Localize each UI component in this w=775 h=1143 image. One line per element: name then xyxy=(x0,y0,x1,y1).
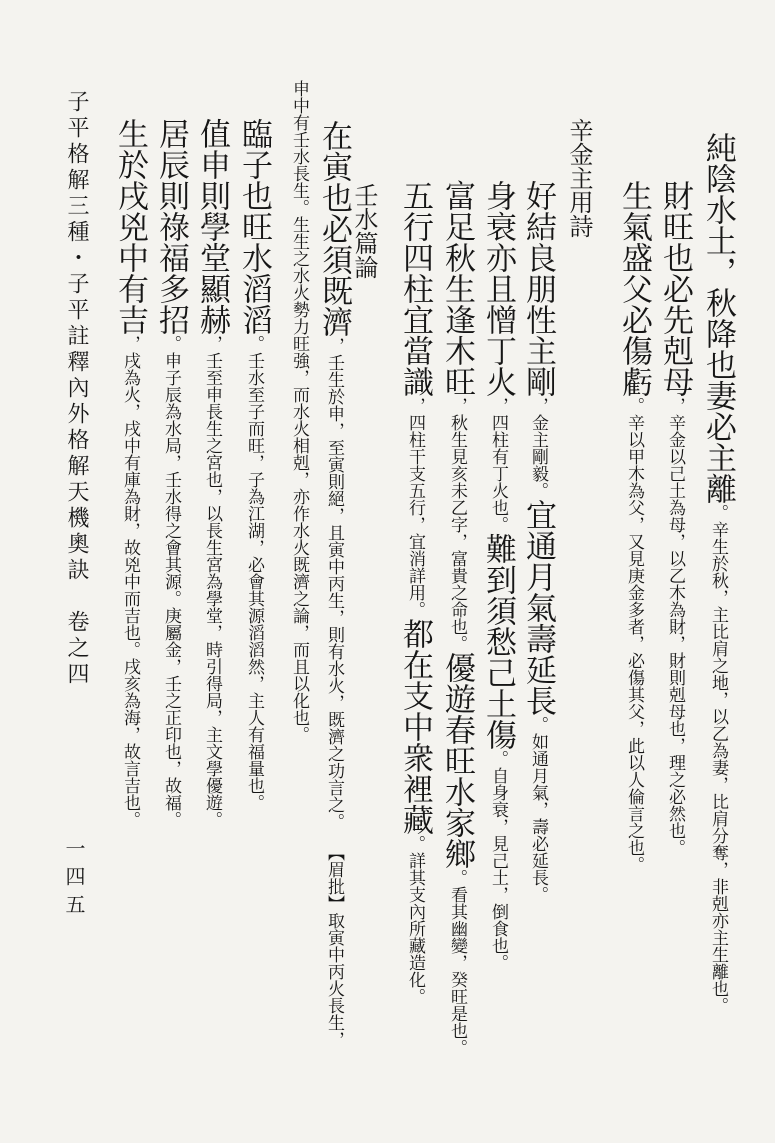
text-column xyxy=(520,180,556,903)
commentary-text: ，壬生於申，至寅則絕，且寅中丙生，則有水火，既濟之功言之。 xyxy=(324,337,344,830)
section-heading xyxy=(567,118,591,238)
main-text: 都在支中衆裡藏 xyxy=(397,618,433,835)
main-text: 居辰則祿福多招 xyxy=(153,118,189,335)
commentary-text: 。申子辰為水局，壬水得之會其源。庚屬金，壬之正印也，故福。 xyxy=(161,335,181,828)
main-text: 財旺也必先剋母 xyxy=(657,180,693,397)
text-column xyxy=(700,132,736,1014)
page-number: 一四五 xyxy=(62,838,86,922)
text-column xyxy=(657,180,693,856)
text-column xyxy=(616,180,652,873)
commentary-text: ，辛金以己土為母，以乙木為財，財則剋母也，理之必然也。 xyxy=(665,397,685,856)
main-text: 在寅也必須既濟 xyxy=(316,120,352,337)
main-text: 身衰亦且憎丁火 xyxy=(480,180,516,397)
text-column xyxy=(194,118,230,828)
commentary-text: 。辛生於秋，主比肩之地，以乙為妻，比肩分奪，非剋亦主生離也。 xyxy=(708,504,728,1014)
main-text: 生氣盛父必傷虧 xyxy=(616,180,652,397)
text-column xyxy=(236,118,272,811)
text-column xyxy=(153,118,189,828)
main-text: 臨子也旺水滔滔 xyxy=(236,118,272,335)
main-text: 純陰水土，秋降也妻必主離 xyxy=(700,132,736,504)
commentary-text: ，秋生見亥未乙字，富貴之命也。 xyxy=(447,397,467,652)
commentary-text: ，金主剛毅。 xyxy=(528,397,548,499)
text-column xyxy=(439,180,475,1056)
section-heading xyxy=(352,183,376,279)
main-text: 難到須愁己土傷 xyxy=(480,533,516,750)
text-column xyxy=(397,180,433,1005)
text-column xyxy=(316,120,352,1048)
commentary-text: ，戌為火，戌中有庫為財，故兇中而吉也。戌亥為海，故言吉也。 xyxy=(120,335,140,828)
commentary-text: 。看其幽變，癸旺是也。 xyxy=(447,869,467,1056)
commentary-text: ，四柱有丁火也。 xyxy=(488,397,508,533)
main-text: 宜通月氣壽延長 xyxy=(520,499,556,716)
heading-text: 壬水篇論 xyxy=(350,183,378,279)
running-head: 子平格解三種・子平註釋內外格解天機奧訣 卷之四 xyxy=(64,90,89,688)
text-column xyxy=(480,180,516,971)
main-text: 五行四柱宜當識 xyxy=(397,180,433,397)
commentary-text: ，四柱干支五行，宜消詳用。 xyxy=(405,397,425,618)
main-text: 好結良朋性主剛 xyxy=(520,180,556,397)
commentary-text: 。自身衰，見己土，倒食也。 xyxy=(488,750,508,971)
commentary-text: 。壬水至子而旺，子為江湖，必會其源滔滔然，主人有福量也。 xyxy=(244,335,264,811)
commentary-text: 。如通月氣，壽必延長。 xyxy=(528,716,548,903)
main-text: 生於戌兇中有吉 xyxy=(112,118,148,335)
commentary-text: ，壬至申長生之宮也，以長生宮為學堂，時引得局，主文學優遊。 xyxy=(202,335,222,828)
main-text: 優遊春旺水家鄉 xyxy=(439,652,475,869)
commentary-text: 【眉批】取寅中丙火長生， xyxy=(324,844,344,1048)
text-column xyxy=(290,80,307,743)
commentary-text: 。辛以甲木為父，又見庚金多者，必傷其父，此以人倫言之也。 xyxy=(624,397,644,873)
main-text: 值申則學堂顯赫 xyxy=(194,118,230,335)
main-text: 富足秋生逢木旺 xyxy=(439,180,475,397)
heading-text: 辛金主用詩 xyxy=(565,118,593,238)
commentary-text: 申中有壬水長生。生生之水火勢力旺強，而水火相剋，亦作水火既濟之論，而且以化也。 xyxy=(289,80,309,743)
text-column xyxy=(112,118,148,828)
commentary-text: 。詳其支內所藏造化。 xyxy=(405,835,425,1005)
